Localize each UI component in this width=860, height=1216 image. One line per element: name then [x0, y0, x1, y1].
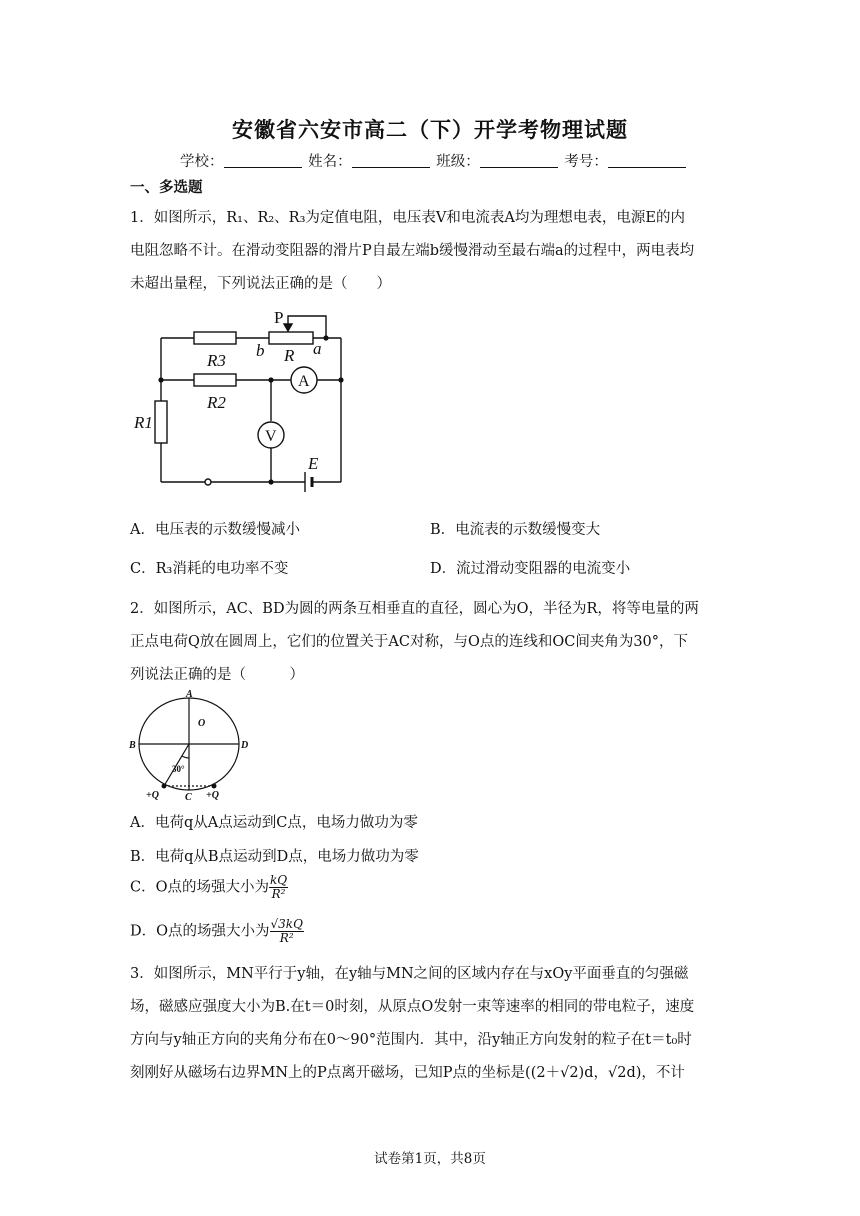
student-info-line — [180, 150, 688, 171]
question-2-text — [130, 593, 734, 692]
label-r1: R1 — [134, 413, 153, 432]
fraction-denominator: R² — [279, 931, 294, 945]
label-a: a — [313, 339, 322, 358]
q2-option-c-fraction — [269, 874, 288, 901]
number-blank — [608, 153, 686, 168]
q1-option-c: C．R₃消耗的电功率不变 — [130, 561, 289, 577]
fraction-numerator: √3kQ — [270, 917, 303, 931]
q2-option-a: A．电荷q从A点运动到C点，电场力做功为零 — [130, 815, 418, 831]
q1-option-b: B．电流表的示数缓慢变大 — [430, 522, 601, 538]
school-label: 学校： — [180, 154, 224, 170]
label-r2: R2 — [207, 393, 226, 412]
class-blank — [480, 153, 558, 168]
label-b: b — [256, 341, 265, 360]
label-p: P — [274, 308, 284, 327]
label-point-c: C — [185, 792, 192, 800]
circuit-diagram — [128, 306, 358, 496]
label-charge-left: +Q — [146, 790, 159, 800]
fraction-denominator: R² — [271, 887, 286, 901]
question-2-line-1: 2．如图所示，AC、BD为圆的两条互相垂直的直径，圆心为O，半径为R，将等电量的两 — [130, 601, 699, 617]
q2-option-d-text: D．O点的场强大小为 — [130, 923, 270, 940]
voltmeter-icon: V — [265, 428, 277, 445]
q2-option-d — [130, 918, 304, 945]
q1-option-a: A．电压表的示数缓慢减小 — [130, 522, 300, 538]
question-3-line-2: 场，磁感应强度大小为B.在t＝0时刻，从原点O发射一束等速率的相同的带电粒子，速度 — [130, 999, 695, 1015]
label-e: E — [308, 454, 319, 473]
question-3-line-3: 方向与y轴正方向的夹角分布在0～90°范围内．其中，沿y轴正方向发射的粒子在t＝t₀时 — [130, 1032, 692, 1048]
label-point-a: A — [186, 689, 193, 700]
class-label: 班级： — [436, 154, 480, 170]
q1-option-d: D．流过滑动变阻器的电流变小 — [430, 561, 631, 577]
school-blank — [224, 153, 302, 168]
label-point-b: B — [129, 740, 136, 751]
question-1-line-3: 未超出量程，下列说法正确的是（ ） — [130, 276, 391, 292]
label-point-d: D — [241, 740, 249, 751]
name-label: 姓名： — [308, 154, 352, 170]
section-title: 一、多选题 — [130, 180, 203, 196]
label-center-o: O — [198, 718, 206, 729]
question-1-line-2: 电阻忽略不计。在滑动变阻器的滑片P自最左端b缓慢滑动至最右端a的过程中，两电表均 — [130, 243, 695, 259]
q2-option-d-fraction — [270, 918, 304, 945]
q2-option-c-text: C．O点的场强大小为 — [130, 879, 269, 896]
name-blank — [352, 153, 430, 168]
label-r3: R3 — [207, 351, 226, 370]
question-3-line-4: 刻刚好从磁场右边界MN上的P点离开磁场，已知P点的坐标是((2＋√2)d，√2d)，不计 — [130, 1065, 685, 1081]
question-1-line-1: 1．如图所示，R₁、R₂、R₃为定值电阻，电压表V和电流表A均为理想电表，电源E的内 — [130, 210, 685, 226]
ammeter-icon: A — [298, 373, 310, 390]
question-2-line-3: 列说法正确的是（ ） — [130, 667, 304, 683]
question-3-text — [130, 958, 734, 1090]
fraction-numerator: kQ — [269, 873, 288, 887]
question-3-line-1: 3．如图所示，MN平行于y轴，在y轴与MN之间的区域内存在与xOy平面垂直的匀强磁 — [130, 966, 689, 982]
q2-option-b: B．电荷q从B点运动到D点，电场力做功为零 — [130, 849, 419, 865]
question-1-text — [130, 202, 734, 301]
page-footer: 试卷第1页，共8页 — [374, 1151, 486, 1167]
label-r: R — [284, 346, 295, 365]
label-charge-right: +Q — [206, 790, 219, 800]
page-title: 安徽省六安市高二（下）开学考物理试题 — [232, 118, 628, 142]
question-2-line-2: 正点电荷Q放在圆周上，它们的位置关于AC对称，与O点的连线和OC间夹角为30°，下 — [130, 634, 689, 650]
q2-option-c — [130, 874, 288, 901]
number-label: 考号： — [564, 154, 608, 170]
circle-charge-diagram — [128, 688, 263, 800]
label-angle: 30° — [172, 764, 185, 774]
